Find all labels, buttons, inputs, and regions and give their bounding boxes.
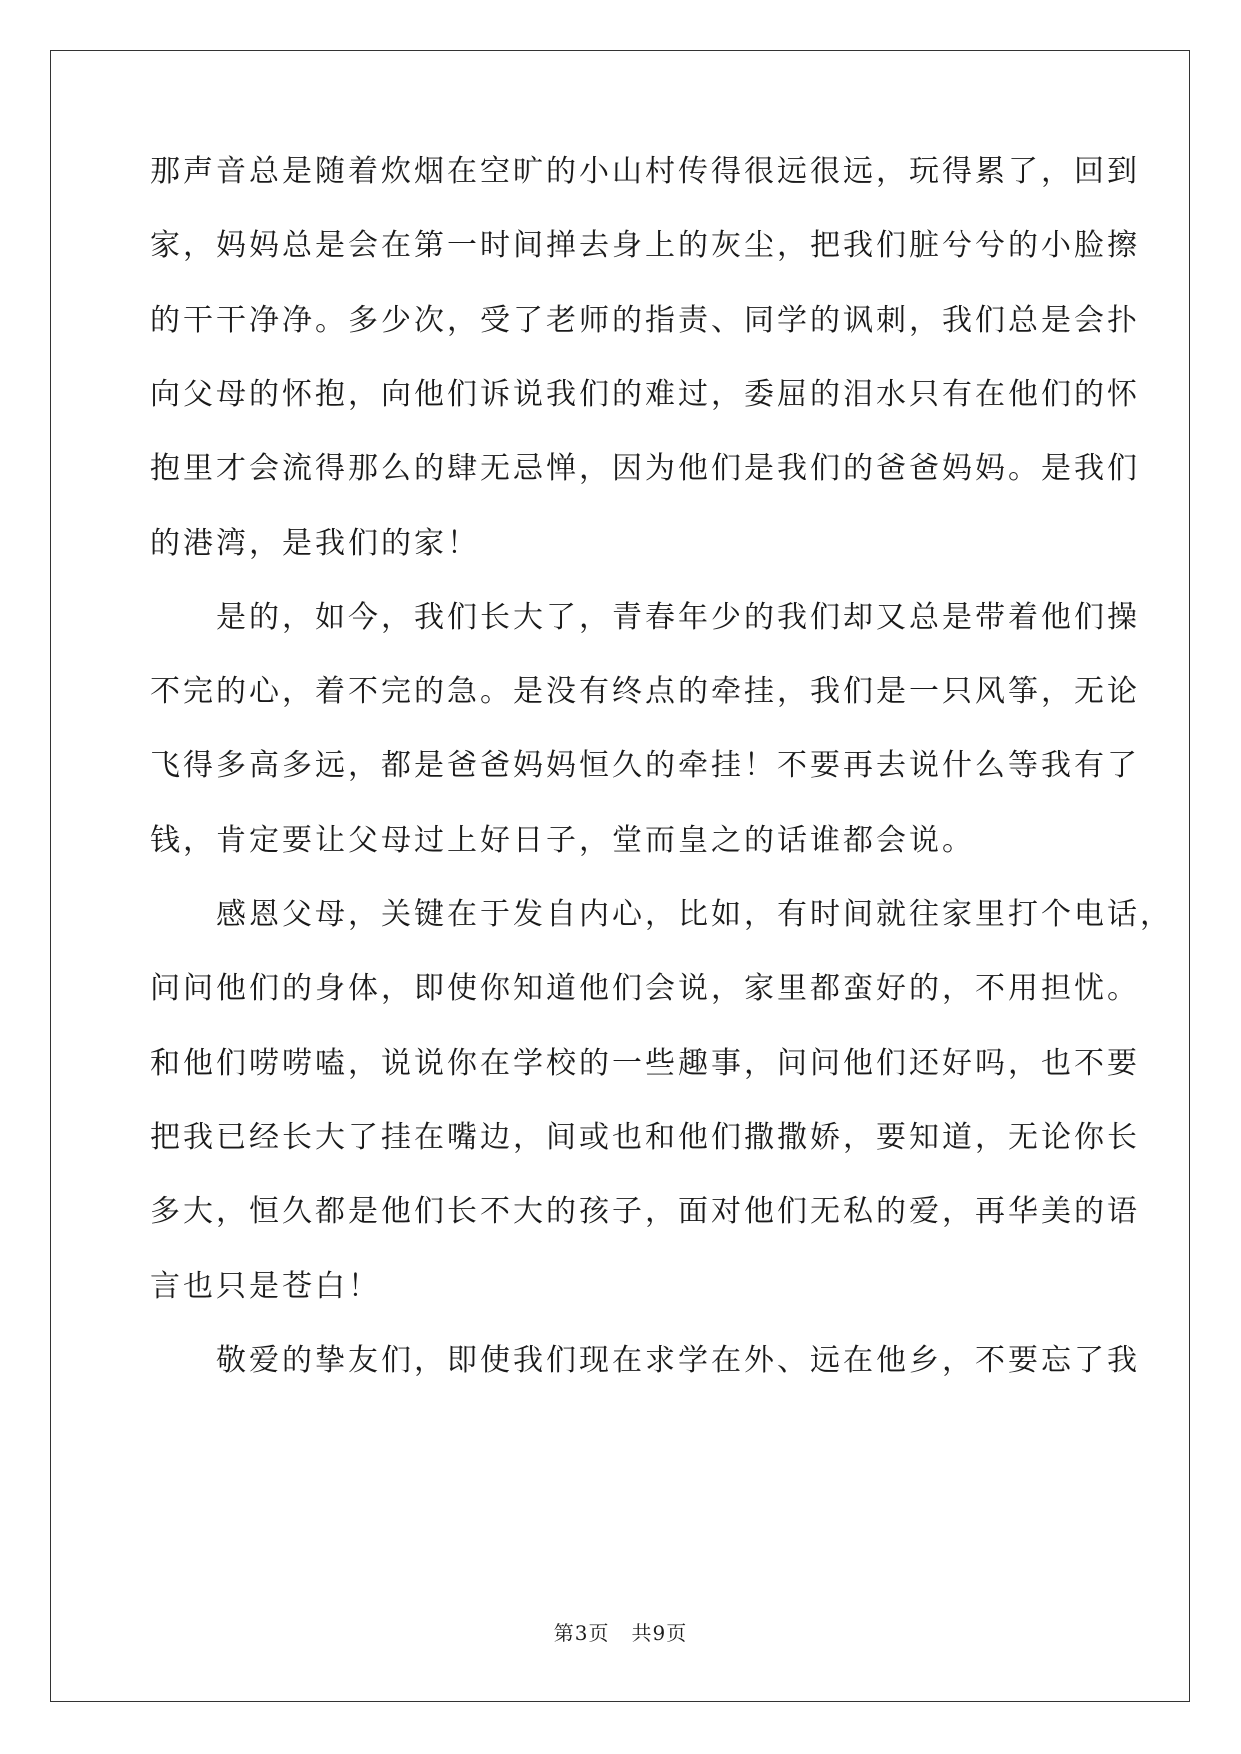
text-line: 言也只是苍白！ <box>150 1268 381 1304</box>
text-line: 敬爱的挚友们，即使我们现在求学在外、远在他乡，不要忘了我 <box>150 1342 1140 1378</box>
text-line: 的干干净净。多少次，受了老师的指责、同学的讽刺，我们总是会扑 <box>150 302 1140 338</box>
text-line: 钱，肯定要让父母过上好日子，堂而皇之的话谁都会说。 <box>150 822 975 858</box>
page-border <box>50 50 1190 1702</box>
text-line: 家，妈妈总是会在第一时间掸去身上的灰尘，把我们脏兮兮的小脸擦 <box>150 228 1140 264</box>
page-total: 共9页 <box>631 1621 688 1645</box>
text-line: 抱里才会流得那么的肆无忌惮，因为他们是我们的爸爸妈妈。是我们 <box>150 451 1140 487</box>
text-line: 那声音总是随着炊烟在空旷的小山村传得很远很远，玩得累了，回到 <box>150 154 1140 189</box>
text-line: 感恩父母，关键在于发自内心，比如，有时间就往家里打个电话， <box>150 897 1173 932</box>
text-line: 的港湾，是我们的家！ <box>150 525 480 561</box>
text-line: 问问他们的身体，即使你知道他们会说，家里都蛮好的，不用担忧。 <box>150 971 1140 1007</box>
text-line: 向父母的怀抱，向他们诉说我们的难过，委屈的泪水只有在他们的怀 <box>150 376 1140 412</box>
page-footer <box>0 1620 1241 1646</box>
text-line: 把我已经长大了挂在嘴边，间或也和他们撒撒娇，要知道，无论你长 <box>150 1119 1140 1155</box>
text-line: 多大，恒久都是他们长不大的孩子，面对他们无私的爱，再华美的语 <box>150 1194 1140 1230</box>
text-line: 和他们唠唠嗑，说说你在学校的一些趣事，问问他们还好吗，也不要 <box>150 1045 1140 1081</box>
text-line: 飞得多高多远，都是爸爸妈妈恒久的牵挂！不要再去说什么等我有了 <box>150 748 1140 784</box>
text-line: 是的，如今，我们长大了，青春年少的我们却又总是带着他们操 <box>150 599 1140 635</box>
text-line: 不完的心，着不完的急。是没有终点的牵挂，我们是一只风筝，无论 <box>150 674 1140 710</box>
page-number: 第3页 <box>553 1621 610 1645</box>
